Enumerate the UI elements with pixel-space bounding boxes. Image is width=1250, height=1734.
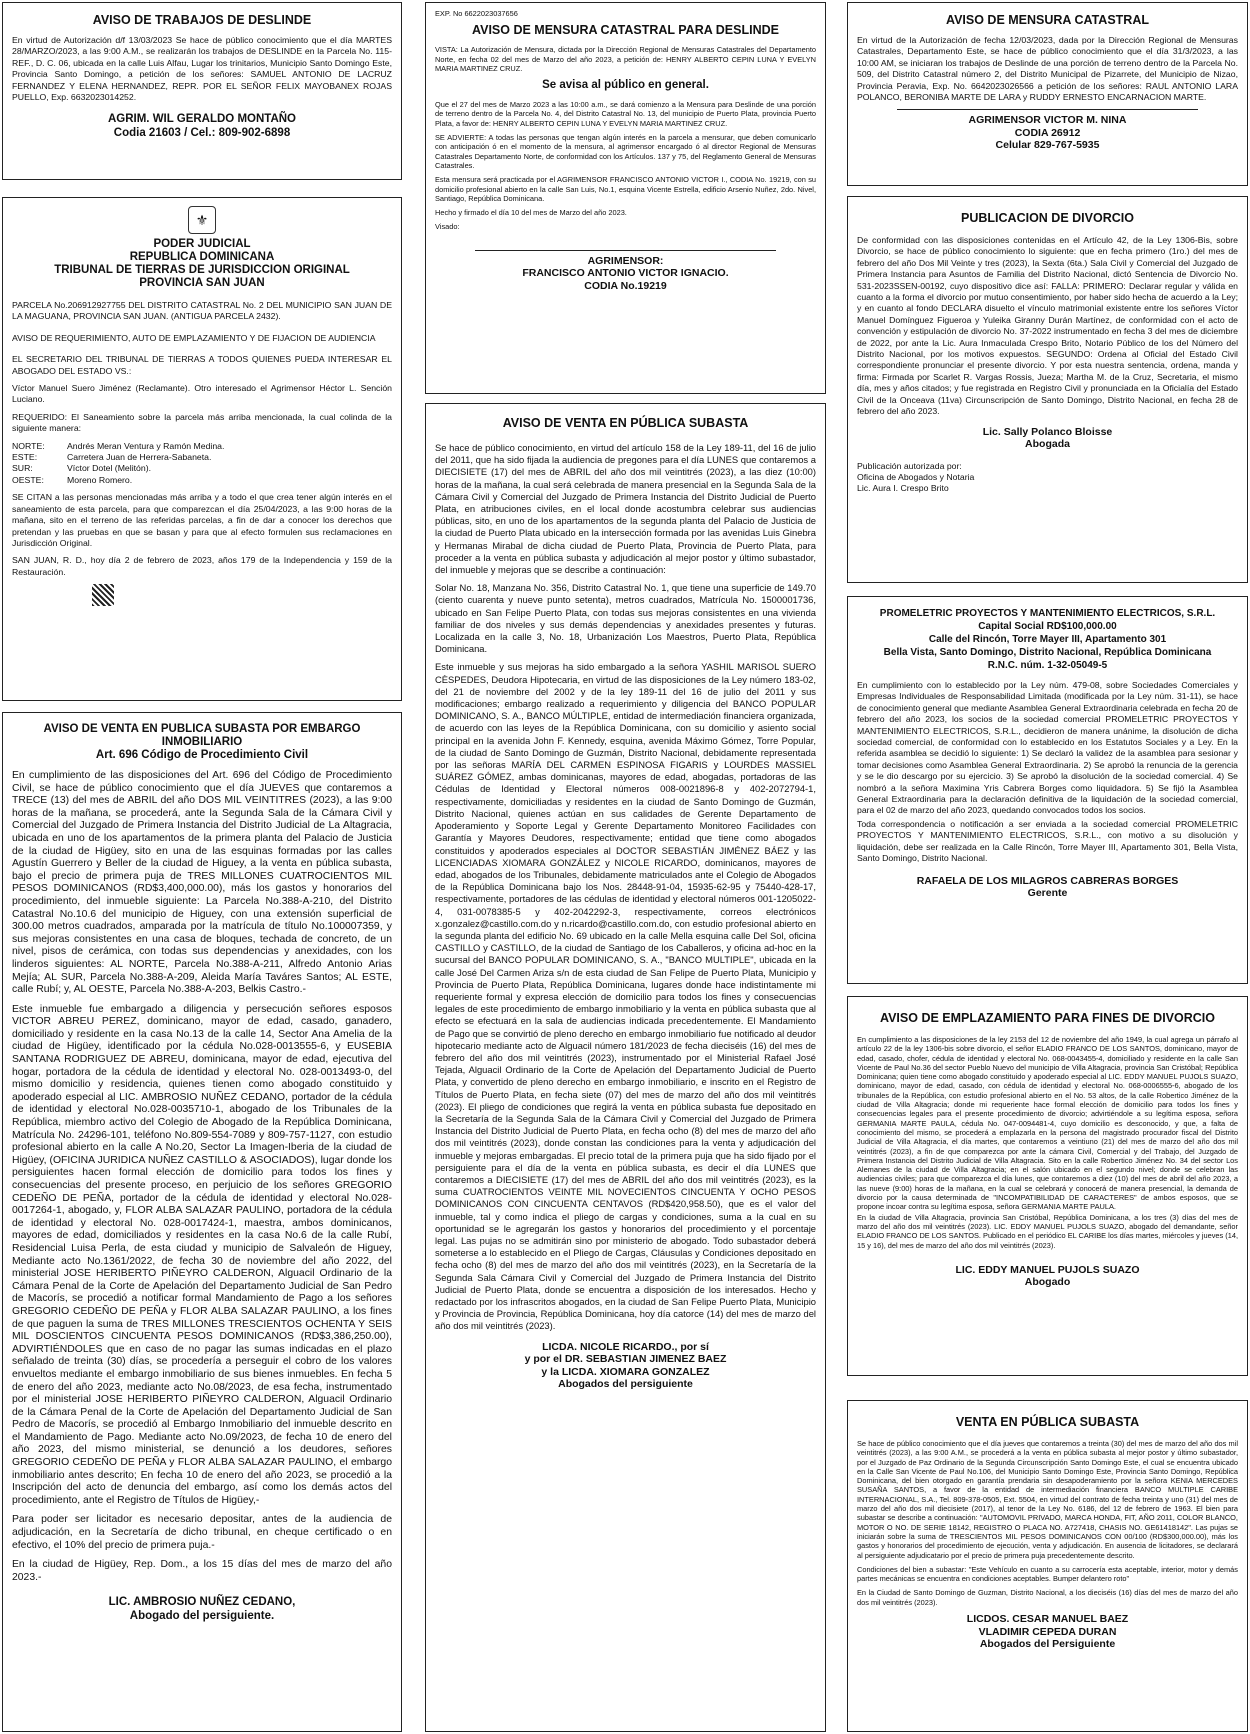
paragraph: Hecho y firmado el día 10 del mes de Marzo del año 2023. <box>435 208 627 218</box>
notice-venta-embargo <box>2 712 402 1732</box>
paragraph: Para poder ser licitador es necesario depositar, antes de la audiencia de adjudicación, en la Secretaría de dicho tribunal, en cheque certificado o en efectivo, el 10% del precio de primera puja.- <box>12 1514 392 1551</box>
paragraph: SE ADVIERTE: A todas las personas que tengan algún interés en la parcela a mensurar, que deben comunicarlo con anticipación ó en el momento de la mensura, al agrimensor encargado ó al director Regional de Mensuras Catastrales Departamento Norte, de conformidad con los Artículos. 137 y 75, del Reglamento General de Mensuras Catastrales. <box>435 133 816 170</box>
signature-contact: Codia 21603 / Cel.: 809-902-6898 <box>113 126 291 139</box>
boundary-value: Carretera Juan de Herrera-Sabaneta. <box>67 452 212 463</box>
notice-mensura-deslinde <box>425 2 826 394</box>
signature-role: Gerente <box>1027 887 1068 899</box>
paragraph: Esta mensura será practicada por el AGRIMENSOR FRANCISCO ANTONIO VICTOR I., CODIA No. 19219, con su domicilio profesional abierto en la calle San Luis, No.1, esquina Vicente Estrella, edificio Arsenio Nuñez, 2do. Nivel, Santiago, República Dominicana. <box>435 175 816 203</box>
signature-name: FRANCISCO ANTONIO VICTOR IGNACIO. <box>522 267 729 280</box>
notice-divorcio <box>847 196 1248 583</box>
signature-role: Abogado del persiguiente. <box>129 1609 275 1622</box>
signature: y la LICDA. XIOMARA GONZALEZ <box>541 1365 710 1378</box>
paragraph: Visado: <box>435 222 460 232</box>
notice-title: AVISO DE VENTA EN PÚBLICA SUBASTA <box>502 416 749 430</box>
paragraph: REQUERIDO: El Saneamiento sobre la parcela más arriba mencionada, la cual colinda de la siguiente manera: <box>12 411 392 434</box>
paragraph: Se hace de público conocimiento, en virtud del artículo 158 de la Ley 189-11, del 16 de julio del 2011, que ha sido fijada la audiencia de pregones para el día LUNES que contaremos a DIECISIETE (17) del mes de ABRIL del año dos mil veintitrés (2023), a las diez (10:00) horas de la mañana, la cual será celebrada de manera presencial en la Segunda Sala de la Cámara Civil y Comercial del Juzgado de Primera Instancia del Distrito Judicial de Puerto Plata, en atribuciones civiles, en el local donde acostumbra celebrar sus audiencias públicas, sito, en uno de los apartamentos de la segunda planta del Palacio de Justicia de la ciudad de Puerto Plata ubicado en la intersección formada por las avenidas Luis Ginebra y Hermanas Mirabal de dicha ciudad de Puerto Plata, Provincia de Puerto Plata, para proceder a la venta en pública subasta y adjudicación al mejor postor y último subastador, del inmueble y mejoras que se describe a continuación: <box>435 442 816 576</box>
court-header: PODER JUDICIAL <box>153 238 251 250</box>
signature-codia: CODIA 26912 <box>1014 126 1081 139</box>
expediente-number: EXP. No 6622023037656 <box>435 9 518 18</box>
company-detail: R.N.C. núm. 1-32-05049-5 <box>987 660 1108 671</box>
notice-title: VENTA EN PÚBLICA SUBASTA <box>955 1415 1140 1429</box>
signature-line <box>897 109 1198 110</box>
notice-subtitle: Art. 696 Código de Procedimiento Civil <box>95 749 309 761</box>
paragraph: Se hace de público conocimiento que el día jueves que contaremos a treinta (30) del mes de marzo del año dos mil veintitrés (2023), a las 9:00 A.M., se procederá a la venta en pública subasta al mejor postor y último subastador, por el Juzgado de Paz Ordinario de la Segunda Circunscripción Santo Domingo Este, el cual se encuentra ubicado en la Calle San Vicente de Paul No.106, del Municipio Santo Domingo Este, Provincia Santo Domingo, República Dominicana, del bien otorgado en garantía prendaria sin desapoderamiento por la señora KENIA MERCEDES SUSAÑA SANTOS, a favor de la entidad de intermediación financiera BANCO MULTIPLE CARIBE INTERNACIONAL, S.A., Tel. 809-378-0505, Ext. 5504, en virtud del contrato de fecha treinta y uno (31) del mes de marzo del año dos mil diecisiete (2017), al tenor de la Ley No. 6186, del 12 de febrero de 1963. El bien para subastar se describe a continuación: "AUTOMOVIL PRIVADO, MARCA HONDA, FIT, AÑO 2011, COLOR BLANCO, MOTOR O NO. DE SERIE 18142, REGISTRO O PLACA NO. A727418, CHASIS NO. GE61418142". Las pujas se iniciarán sobre la suma de TRESCIENTOS MIL PESOS DOMINICANOS CON 00/100 (RD$300,000.00), más los gastos y honorarios del procedimiento de ejecución, venta y adjudicación. En ausencia de licitadores, se declarará al persiguiente adjudicatario por el precio de primera puja precedentemente descrito. <box>857 1439 1238 1560</box>
boundary-key: ESTE: <box>12 452 38 463</box>
paragraph: PARCELA No.206912927755 DEL DISTRITO CATASTRAL No. 2 DEL MUNICIPIO SAN JUAN DE LA MAGUANA, PROVINCIA SAN JUAN. (ANTIGUA PARCELA 2432). <box>12 300 392 322</box>
signature: LICDOS. CESAR MANUEL BAEZ <box>966 1613 1129 1626</box>
paragraph: VISTA: La Autorización de Mensura, dictada por la Dirección Regional de Mensuras Catastrales del Departamento Norte, en fecha 02 del mes de Marzo del año 2023, a petición de: HENRY ALBERTO CEPIN LUNA Y EVELYN MARIA MARTINEZ CRUZ. <box>435 45 816 73</box>
signature-role: Abogados del Persiguiente <box>979 1638 1116 1651</box>
paragraph: En la Ciudad de Santo Domingo de Guzman, Distrito Nacional, a los dieciséis (16) días del mes de marzo del año dos mil veintitrés (2023). <box>857 1588 1238 1607</box>
boundary-value: Moreno Romero. <box>67 474 133 485</box>
signature-role: Abogada <box>1025 438 1070 450</box>
paragraph: En virtud de la Autorización de fecha 12/03/2023, dada por la Dirección Regional de Mensuras Catastrales, Departamento Este, se hace de público conocimiento que el día 31/3/2023, a las 10:00 AM, se iniciaran los trabajos de Deslinde de una porción de terreno dentro de la Parcela No. 509, del Distrito Catastral número 2, del Distrito Municipal de Pizarrete, del Municipio de Nizao, Provincia Peravia, Exp. No. 6642023026566 a petición de los señores: RAUL ANTONIO LARA POLANCO, BERONIBA MARTE DE LARA y RUDDY ERNESTO ENCARNACION MARTE. <box>857 35 1238 103</box>
paragraph: Este inmueble fue embargado a diligencia y persecución señores esposos VICTOR ABREU PEREZ, dominicano, mayor de edad, casado, ganadero, domiciliado y residente en la casa No.13 de la calle 14, Sector Ana Amelia de la ciudad de Higüey, identificado por la cédula No.028-0013555-6, y EUSEBIA SANTANA RODRIGUEZ DE ABREU, dominicana, mayor de edad, ejecutiva del hogar, portadora de la cédula de identidad y electoral No. 028-0013493-0, del mismo domicilio y residencia, quienes tienen como abogado constituido y apoderado especial al LIC. AMBROSIO NUÑEZ CEDANO, portador de la cédula de identidad y electoral No.028-0035710-1, abogado de los Tribunales de la República, miembro activo del Colegio de Abogado de la República Dominicana, Matrícula No. 24296-101, teléfono No.809-554-7089 y 809-757-1127, con estudio profesional abierto en la calle A No.20, Sector La Imagen-Iberia de la ciudad de Higüey, (OFICINA JURIDICA NUÑEZ CASTILLO & ASOCIADOS), lugar donde los persiguientes hacen formal elección de domicilio para todos los fines y consecuencias del presente proceso, en perjuicio de los señores GREGORIO CEDEÑO DE PEÑA, portador de la cédula de identidad y electoral No.028-0017264-1, abogado, y, FLOR ALBA SALAZAR PAULINO, portadora de la cédula de identidad y electoral No. 028-0017424-1, maestra, ambos dominicanos, mayores de edad, domiciliados y residentes en la casa No.6 de la calle Rubí, Residencial Luisa Perla, de esta ciudad y municipio de Salvaleón de Higuey, Mediante acto No.1361/2022, de fecha 30 de noviembre del año 2022, del ministerial JOSE HERIBERTO PIÑEYRO CALDERON, Alguacil Ordinario de la Cámara Penal de la Corte de Apelación del Departamento Judicial de San Pedro de Macorís, se procedió a notificar formal Mandamiento de Pago a los señores GREGORIO CEDEÑO DE PEÑA y FLOR ALBA SALAZAR PAULINO, a los fines de que paguen la suma de TRES MILLONES TRESCIENTOS OCHENTA Y SEIS MIL DOSCIENTOS CINCUENTA PESOS DOMINICANOS (RD$3,386,250.00), ADVIRTIÉNDOLES que en caso de no pagar las sumas indicadas en el plazo señalado de treinta (30) días, se procedería a perseguir el cobro de los valores envueltos mediante el embargo inmobiliario de sus bienes inmuebles. En fecha 5 de enero del año 2023, mediante acto No.08/2023, de esa fecha, instrumentado por el ministerial JOSE HERIBERTO PIÑEYRO CALDERON, Alguacil Ordinario de la Cámara Penal de la Corte de Apelación del Departamento Judicial de San Pedro de Macorís, se procedió al Embargo Inmobiliario del inmueble descrito en el Mandamiento de Pago. Mediante acto No.09/2023, de fecha 10 de enero del año 2023, del mismo ministerial, se denunció a los deudores, señores GREGORIO CEDEÑO DE PEÑA y FLOR ALBA SALAZAR PAULINO, el embargo inmobiliario antes descrito; En fecha 10 de enero del año 2023, se procedió a la Inscripción del acto de denuncia del embargo, así como los demás actos del procedimiento, ante el Registro de Títulos de Higüey,- <box>12 1003 392 1506</box>
notice-promeletric <box>847 596 1248 984</box>
boundary-key: SUR: <box>12 463 33 474</box>
coat-of-arms-icon: ⚜ <box>188 206 216 234</box>
paragraph: De conformidad con las disposiciones contenidas en el Artículo 42, de la Ley 1306-Bis, sobre Divorcio, se hace de público conocimiento lo siguiente: que en fecha primero (1ro.) del mes de febrero del año Dos Mil Veinte y tres (2023), la Sexta (6ta.) Sala Civil y Comercial del Juzgado de Primera Instancia para Asuntos de Familia del Distrito Nacional, dictó Sentencia de Divorcio No. 531-2023SSEN-00192, cuyo dispositivo dice así: FALLA: PRIMERO: Declarar regular y válida en cuanto a la forma el divorcio por mutuo consentimiento, por haber sido hecha de acuerdo a la Ley; y en cuanto al fondo DECLARA disuelto el vínculo matrimonial existente entre los señores Víctor Manuel Domínguez Figueroa y Yuleika Giranny Durán Martínez, de conformidad con el acto de convención y estipulación de divorcio No. 37-2022 instrumentado en fecha 3 del mes de diciembre de 2022, por ante la Lic. Aura Inmaculada Crespo Brito, Notario Público de los del Número del Distrito Nacional, por los motivos expuestos. SEGUNDO: Ordena al Oficial del Estado Civil correspondiente pronunciar el presente divorcio. Y por esta nuestra sentencia, ordena, manda y firma: Firmada por Scarlet R. Vargas Rossis, Jueza; Martha M. de la Cruz, Secretaria, el mismo día, mes y años citados; y fue registrada en Registro Civil y pronunciada en la Oficialía del Estado Civil de la Onceava (11va) Circunscripción de Santo Domingo, Distrito Nacional, en fecha 28 de febrero del año 2023. <box>857 235 1238 417</box>
notice-title: PUBLICACION DE DIVORCIO <box>961 211 1134 225</box>
signature-phone: Celular 829-767-5935 <box>995 139 1100 152</box>
paragraph: SAN JUAN, R. D., hoy día 2 de febrero de 2023, años 179 de la Independencia y 159 de la Restauración. <box>12 555 392 577</box>
signature-role: Abogados del persiguiente <box>558 1378 693 1391</box>
paragraph: En la ciudad de Villa Altagracia, provincia San Cristóbal, República Dominicana, a los tres (3) días del mes de marzo del año dos mil veintitrés (2023). LIC. EDDY MANUEL PUJOLS SUAZO, abogado del demandante, señor ELADIO FRANCO DE LOS SANTOS. Publicado en el periódico EL CARIBE los días martes, miércoles y jueves (14, 15 y 16), del mes de marzo del año dos mil veintitrés (2023). <box>857 1212 1238 1250</box>
signature-role: Abogado <box>1024 1276 1071 1289</box>
signature: RAFAELA DE LOS MILAGROS CABRERAS BORGES <box>916 874 1179 887</box>
signature: AGRIMENSOR: <box>587 254 664 267</box>
qr-stamp <box>92 584 392 606</box>
signature: LICDA. NICOLE RICARDO., por sí <box>542 1340 709 1353</box>
court-header: REPUBLICA DOMINICANA <box>129 251 275 263</box>
paragraph: Condiciones del bien a subastar: "Este Vehículo en cuanto a su carrocería esta aceptable, interior, motor y demás partes mecánicas se encuentra en condiciones aceptables. Bumper delantero roto" <box>857 1564 1238 1584</box>
notice-mensura-catastral <box>847 2 1248 186</box>
signature: Lic. Sally Polanco Bloisse <box>982 425 1113 438</box>
paragraph: SE CITAN a las personas mencionadas más arriba y a todo el que crea tener algún interés en el saneamiento de esta parcela, para que comparezcan el día 25/04/2023, a las 9:00 horas de la mañana, sito en el terreno de las referidas parcelas, a fin de dar a conocer los derechos que pretendan y las pruebas en que se basan y para que al efecto formulen sus reclamaciones en Jurisdicción Original. <box>12 492 392 548</box>
notice-title: AVISO DE MENSURA CATASTRAL PARA DESLINDE <box>472 23 779 38</box>
paragraph: En cumplimiento de las disposiciones del Art. 696 del Código de Procedimiento Civil, se hace de público conocimiento que el día JUEVES que contaremos a TRECE (13) del mes de ABRIL del año DOS MIL VEINTITRES (2023), a las 9:00 horas de la mañana, se procederá, ante la Segunda Sala de la Cámara Civil y Comercial del Juzgado de Primera Instancia del Distrito Judicial de La Altagracia, ubicada en uno de los apartamentos de la primera planta del Palacio de Justicia de la ciudad de Higüey, sito en una de las esquinas formadas por las calles Agustín Guerrero y Beller de la ciudad de Higuey, a la venta en pública subasta, bajo el precio de primera puja de TRES MILLONES CUATROCIENTOS MIL PESOS DOMINICANOS (RD$3,400,000.00), más los gastos y honorarios del procedimiento, del inmueble siguiente: La Parcela No.388-A-210, del Distrito Catastral No.10.6 del municipio de Higuey, con una extensión superficial de 300.00 metros cuadrados, amparada por la matrícula de título No.100007359, y sus mejoras consistentes en una casa de bloques, techada de concreto, de un nivel, pisos de cerámica, con todas sus dependencias y anexidades, con los linderos siguientes: AL NORTE, Parcela No.388-A-211, Alfredo Antonio Arias Mejía; AL SUR, Parcela No.388-A-209, Aleida María Taváres Santos; AL ESTE, calle Rubí; y, AL OESTE, Parcela No.388-A-203, Belkis Castro.- <box>12 770 392 996</box>
notice-emplazamiento <box>847 996 1248 1376</box>
paragraph: EL SECRETARIO DEL TRIBUNAL DE TIERRAS A TODOS QUIENES PUEDA INTERESAR EL ABOGADO DEL ESTADO VS.: <box>12 354 392 376</box>
boundary-key: NORTE: <box>12 440 45 451</box>
paragraph: Este inmueble y sus mejoras ha sido embargado a la señora YASHIL MARISOL SUERO CÈSPEDES, Deudora Hipotecaria, en virtud de las disposiciones de la Ley número 183-02, del 21 de noviembre del 2002 y de la ley 189-11 del 16 de julio del 2011 y sus modificaciones; embargo realizado a requerimiento y diligencia del BANCO POPULAR DOMINICANO, S. A., BANCO MÚLTIPLE, entidad de intermediación financiera organizada, de acuerdo con las leyes de la República Dominicana, con su domicilio y asiento social principal en la avenida John F. Kennedy, esquina, avenida Máximo Gómez, Torre Popular, de la ciudad de Santo Domingo de Guzmán, Distrito Nacional, debidamente representada por las señoras MARÍA DEL CARMEN ESPINOSA FIGARIS y LOURDES MASSIEL SUÁREZ GÓMEZ, ambas dominicanas, mayores de edad, abogadas, portadoras de las Cédulas de Identidad y Electoral números 008-0021896-8 y 402-2072794-1, respectivamente, domiciliadas y residentes en la ciudad de Santo Domingo de Guzmán, Distrito Nacional, quienes actúan en sus calidades de Gerente Departamento de Apoderamiento y Soporte Legal y Gerente Departamento Monitoreo Facilidades con Garantía y Mayores Deudores, respectivamente; entidad que tiene como abogados constituidos y apoderados especiales al DOCTOR SEBASTIÁN JIMÉNEZ BÁEZ y las LICENCIADAS XIOMARA GONZÁLEZ y NICOLE RICARDO, dominicanos, mayores de edad, abogados de los Tribunales, debidamente matriculados ante el Colegio de Abogados de la República Dominicana bajo los Nos. 28448-91-04, 15935-62-95 y 75440-428-17, respectivamente, portadores de las cédulas de identidad y electoral números 001-1205022-4, 031-0078385-5 y 402-2042292-3, respectivamente, correos electrónicos x.gonzalez@castillo.com.do y n.ricardo@castillo.com.do, con estudio profesional abierto en la segunda planta del edificio No. 69 ubicado en la calle Mella esquina calle Del Sol, oficina CASTILLO y CASTILLO, de la ciudad de Santiago de los Caballeros, y oficina ad-hoc en la sucursal del BANCO POPULAR DOMINICANO, S. A., "BANCO MULTIPLE", ubicada en la calle José Del Carmen Ariza s/n de esta ciudad de San Felipe de Puerto Plata, Municipio y Provincia de Puerto Plata, República Dominicana, lugares donde hace indistintamente mi requeriente formal y expresa elección de domicilio para todos los fines y consecuencias legales de este procedimiento de embargo inmobiliario y la venta en pública subasta que al efecto se efectuará en la sala de audiencias indicada precedentemente. El Mandamiento de Pago que se convirtió de pleno derecho en embargo inmobiliario fue notificado al deudor hipotecario mediante acto de Alguacil número 181/2023 de fecha dieciséis (16) del mes de febrero del año dos mil veintitrés (2023), instrumentado por el Ministerial Rafael José Tejada, Alguacil Ordinario de la Corte de Apelación del Departamento Judicial de Puerto Plata, y convertido de pleno derecho en embargo inmobiliario, e inscrito en el Registro de Títulos de Puerto Plata, en fecha siete (07) del mes de marzo del año dos mil veintitrés (2023). El pliego de condiciones que regirá la venta en pública subasta fue depositado en la Secretaría de la Segunda Sala de la Cámara Civil y Comercial del Juzgado de Primera Instancia del Distrito Judicial de Puerto Plata, en fecha ocho (8) del mes de marzo del año dos mil veintitrés (2023), donde constan las condiciones para la venta y adjudicación del inmueble y mejoras embargadas. El precio total de la primera puja que ha sido fijado por el persiguiente para el día de la venta en pública subasta, es decir el día LUNES que contaremos a DIECISIETE (17) del mes de ABRIL del año dos mil veintitrés (2023), es la suma CUATROCIENTOS VEINTE MIL NOVECIENTOS CINCUENTA Y OCHO PESOS DOMINICANOS CON CINCUENTA CENTAVOS (RD$420,958.50), que es el valor del inmueble, tal y como indica el pliego de cargas y condiciones, suma a la cual en su oportunidad se le agregarán los gastos y honorarios del procedimiento y el porcentaje legal. Las pujas no se admitirán sino por ministerio de abogado. Todo subastador deberá someterse a lo establecido en el Pliego de Cargas, Cláusulas y Condiciones depositado en fecha ocho (8) del mes de marzo del año dos mil veintitrés (2023), en la Secretaría de la Segunda Sala Cámara Civil y Comercial del Juzgado de Primera Instancia del Distrito Judicial de Puerto Plata, donde se encuentra a disposición de los interesados. Hecho y redactado por los infrascritos abogados, en la ciudad de San Felipe Puerto Plata, Municipio y Provincia de Provincia, República Dominicana, hoy día catorce (14) del mes de marzo del año dos mil veintitrés (2023). <box>435 661 816 1332</box>
publication-info: Publicación autorizada por: <box>857 460 962 471</box>
company-detail: Calle del Rincón, Torre Mayer III, Apartamento 301 <box>928 634 1167 645</box>
signature: y por el DR. SEBASTIAN JIMENEZ BAEZ <box>524 1353 727 1366</box>
signature: LIC. EDDY MANUEL PUJOLS SUAZO <box>955 1263 1140 1276</box>
paragraph: En la ciudad de Higüey, Rep. Dom., a los 15 días del mes de marzo del año 2023.- <box>12 1559 392 1583</box>
notice-title: AVISO DE TRABAJOS DE DESLINDE <box>92 13 312 27</box>
company-detail: Capital Social RD$100,000.00 <box>978 621 1117 632</box>
qr-code-icon <box>92 584 114 606</box>
paragraph: Toda correspondencia o notificación a ser enviada a la sociedad comercial PROMELETRIC PROYECTOS Y MANTENIMIENTO ELECTRICOS, S.R.L., con motivo a su disolución y liquidación, debe ser realizada en la Calle Rincón, Torre Mayer III, Apartamento 301, Bella Vista, Santo Domingo, Distrito Nacional. <box>857 818 1238 864</box>
paragraph: Solar No. 18, Manzana No. 356, Distrito Catastral No. 1, que tiene una superficie de 149.70 (ciento cuarenta y nueve punto setenta), metros cuadrados, Matrícula No. 1500001736, ubicado en San Felipe Puerto Plata, con todas sus mejoras consistentes en una vivienda familiar de dos niveles y sus demás dependencias y anexidades presentes y futuras. Localizada en la calle 3, No. 18, Urbanización Los Maestros, Puerto Plata, República Dominicana. <box>435 582 816 655</box>
court-header: TRIBUNAL DE TIERRAS DE JURISDICCION ORIGINAL <box>54 264 350 276</box>
signature: AGRIMENSOR VICTOR M. NINA <box>968 114 1127 127</box>
boundary-value: Víctor Dotel (Melitón). <box>67 463 152 474</box>
paragraph: En cumplimiento a las disposiciones de la ley 2153 del 12 de noviembre del año 1949, la cual agrega un párrafo al artículo 22 de la ley 1306-bis sobre divorcio, el señor ELADIO FRANCO DE LOS SANTOS, dominicano, mayor de edad, casado, chofer, cédula de identidad y electoral No. 068-0043455-4, domiciliado y residente en la calle San Vicente de Paul No.36 del sector Pueblo Nuevo del municipio de Villa Altagracia, provincia San Cristóbal; República Dominicana; quien tiene como abogado constituido y apoderado especial al LIC. EDDY MANUEL PUJOLS SUAZO, dominicano, mayor de edad, casado, con cédula de identidad y electoral No. 068-0006555-6, abogado de los tribunales de la República, con estudio profesional abierto en el No. 53 altos, de la calle Robertico Jiménez de la ciudad de Villa Altagracia; donde mi requeriente hace formal elección de domicilio para todos los fines y consecuencias legales para el presente procedimiento de divorcio; advirtiéndole a su legítima esposa, señora GERMANIA MARTE PAULA, cédula No. 047-0094481-4, cuyo domicilio es desconocido, y que, a falta de conocimiento del mismo, se procederá a emplazarla en la persona del magistrado procurador fiscal del Distrito Judicial de Villa Altagracia, el día martes, que contaremos a veintiuno (21) del mes de marzo del año dos mil veintitrés (2023), a fin de que comparezca por ante la cámara Civil, Comercial y del Trabajo, del Juzgado de Primera Instancia del Distrito Judicial de Villa Altagracia. Sito en la calle Robertico Jiménez No. 34 del sector Los Alemanes de la ciudad de Villa Altagracia; en el salón ubicado en el segundo nivel; donde se celebran las audiencias civiles; para que comparezca el día lunes, que contaremos a diez (10) del mes de abril del año 2023, a las nueve (9:00) horas de la mañana, en la cual se celebrará y conocerá de manera presencial, la demanda de divorcio por la causa determinada de "INCOMPATIBILIDAD DE CARACTERES" de ambos esposos, que se propone incoar contra su legítima esposa, señora GERMANIA MARTE PAULA. <box>857 1035 1238 1212</box>
notice-deslinde <box>2 2 402 180</box>
publication-info: Lic. Aura I. Crespo Brito <box>857 483 949 494</box>
notice-venta-subasta-puerto-plata <box>425 403 826 1732</box>
publication-info: Oficina de Abogados y Notaria <box>857 471 975 482</box>
signature-line <box>475 250 776 251</box>
public-notice-heading: Se avisa al público en general. <box>542 79 709 92</box>
paragraph: Que el 27 del mes de Marzo 2023 a las 10:00 a.m., se dará comienzo a la Mensura para Deslinde de una porción de terreno dentro de la Parcela No. 4, del Distrito Catastral No. 13, del municipio de Puerto Plata, provincia Puerto Plata, a favor de: HENRY ALBERTO CEPIN LUNA Y EVELYN MARIA MARTINEZ CRUZ. <box>435 100 816 128</box>
notice-venta-publica <box>847 1400 1248 1732</box>
notice-title: AVISO DE VENTA EN PUBLICA SUBASTA POR EMBARGO INMOBILIARIO <box>43 723 361 748</box>
boundary-key: OESTE: <box>12 474 44 485</box>
notice-title: AVISO DE MENSURA CATASTRAL <box>945 13 1149 27</box>
signature: AGRIM. WIL GERALDO MONTAÑO <box>107 113 297 126</box>
paragraph: En cumplimiento con lo establecido por la Ley núm. 479-08, sobre Sociedades Comerciales y Empresas Individuales de Responsabilidad Limitada (modificada por la Ley núm. 31-11), se hace de conocimiento general que mediante Asamblea General Extraordinaria celebrada en fecha 20 de febrero del año 2023, los socios de la sociedad comercial PROMELETRIC PROYECTOS Y MANTENIMIENTO ELECTRICOS, S.R.L., decidieron de manera unánime, la disolución de dicha sociedad comercial, de conformidad con lo establecido en los Estatutos Sociales y a Ley. En la referida asamblea se decidió lo siguiente: 1) Se declaró la validez de la asamblea para sesionar y tomar decisiones como Asamblea General Extraordinaria. 2) Se aprobó la renuncia de la gerencia y se le dio descargo por su ejercicio. 3) Se aprobó la disolución de la sociedad comercial. 4) Se nombró a la señora Maximina Yris Cabrera Borges como liquidadora. 5) Se fijó la Asamblea General Extraordinaria para la declaración definitiva de la liquidación de la sociedad comercial, para el 02 de marzo del año 2023, quedando convocados todos los socios. <box>857 680 1238 816</box>
paragraph: Víctor Manuel Suero Jiménez (Reclamante). Otro interesado el Agrimensor Héctor L. Sención Luciano. <box>12 383 392 405</box>
notice-body: En virtud de Autorización d/f 13/03/2023 Se hace de público conocimiento que el día MARTES 28/MARZO/2023, a las 9:00 A.M., se realizarán los trabajos de DESLINDE en la Parcela No. 115-REF., D. C. 06, ubicada en la calle Luis Alfau, Lugar los trinitarios, Municipio Santo Domingo Este, Provincia Santo Domingo, a petición de los señores: SAMUEL ANTONIO DE LACRUZ FERNANDEZ Y ELENA HERNANDEZ, REPR. POR EL SEÑOR FELIX MAYOBANEX ROJAS PUELLO, Exp. 6632023014252. <box>12 35 392 103</box>
court-header: PROVINCIA SAN JUAN <box>139 277 265 289</box>
paragraph: AVISO DE REQUERIMIENTO, AUTO DE EMPLAZAMIENTO Y DE FIJACION DE AUDIENCIA <box>12 332 376 343</box>
company-detail: Bella Vista, Santo Domingo, Distrito Nacional, República Dominicana <box>883 647 1212 658</box>
signature-codia: CODIA No.19219 <box>584 279 667 292</box>
boundaries-list <box>12 441 392 487</box>
signature: VLADIMIR CEPEDA DURAN <box>978 1625 1117 1638</box>
boundary-value: Andrés Meran Ventura y Ramón Medina. <box>67 440 225 451</box>
company-name: PROMELETRIC PROYECTOS Y MANTENIMIENTO ELECTRICOS, S.R.L. <box>879 608 1216 619</box>
notice-title: AVISO DE EMPLAZAMIENTO PARA FINES DE DIVORCIO <box>880 1011 1215 1025</box>
signature: LIC. AMBROSIO NUÑEZ CEDANO, <box>108 1596 296 1609</box>
notice-poder-judicial <box>2 197 402 701</box>
